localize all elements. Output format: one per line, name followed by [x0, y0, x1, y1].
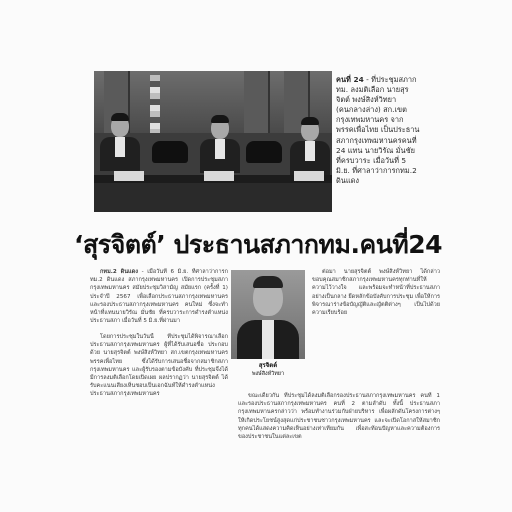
portrait-caption	[236, 362, 300, 378]
article-paragraph: โดยการประชุมในวันนี้ ที่ประชุมได้พิจารณาเลือกประธานสภากรุงเทพมหานคร ผู้ที่ได้รับเสนอชื่อ ประกอบด้วย นายสุรจิตต์ พงษ์สิงห์วิทยา สก.เขตกรุงเทพมหานคร พรรคเพื่อไทย ซึ่งได้รับการเสนอชื่อจากสมาชิกสภากรุงเทพมหานคร และผู้รับรองตามข้อบังคับ ที่ประชุมจึงได้มีการลงมติเลือกโดยเปิดเผย ผลปรากฏว่า นายสุรจิตต์ ได้รับคะแนนเสียงเห็นชอบเป็นเอกฉันท์ให้ดำรงตำแหน่งประธานสภากรุงเทพมหานคร	[90, 334, 228, 398]
photo-foreground	[94, 183, 332, 212]
thai-flag	[150, 75, 160, 133]
article-column-left	[90, 333, 228, 399]
photo-caption-lead: คนที่ 24	[336, 75, 364, 84]
article-column-right	[312, 268, 440, 317]
chair	[246, 141, 282, 163]
chair	[152, 141, 188, 163]
article-column-left-top	[90, 268, 228, 325]
photo-caption-text: - ที่ประชุมสภากทม. ลงมติเลือก นายสุรจิตต์ พงษ์สิงห์วิทยา (คนกลางล่าง) สก.เขตกรุงเทพมหานคร จากพรรคเพื่อไทย เป็นประธานสภากรุงเทพมหานครคนที่ 24 แทน นายวิรัณ มั่นชัย ที่ครบวาระ เมื่อวันที่ 5 มิ.ย. ที่ศาลาว่าการกทม.2 ดินแดง	[336, 75, 420, 185]
nameplate	[294, 171, 324, 181]
article-paragraph: - เมื่อวันที่ 6 มิ.ย. ที่ศาลาว่าการกทม.2 ดินแดง สภากรุงเทพมหานคร เปิดการประชุมสภากรุงเทพมหานคร สมัยประชุมวิสามัญ สมัยแรก (ครั้งที่ 1) ประจำปี 2567 เพื่อเลือกประธานสภากรุงเทพมหานคร และรองประธานสภากรุงเทพมหานคร คนใหม่ ซึ่งจะทำหน้าที่แทนนายวิรัณ มั่นชัย ที่ครบวาระการดำรงตำแหน่งประธานสภา เมื่อวันที่ 5 มิ.ย.ที่ผ่านมา	[90, 269, 228, 325]
portrait-photo	[231, 270, 305, 359]
dateline: กทม.2 ดินแดง	[100, 269, 138, 275]
nameplate	[114, 171, 144, 181]
article-paragraph: ขณะเดียวกัน ที่ประชุมได้ลงมติเลือกรองประธานสภากรุงเทพมหานคร คนที่ 1 และรองประธานสภากรุงเทพมหานคร คนที่ 2 ตามลำดับ ทั้งนี้ ประธานสภากรุงเทพมหานครกล่าวว่า พร้อมทำงานร่วมกับฝ่ายบริหาร เพื่อผลักดันโครงการต่างๆ ให้เกิดประโยชน์สูงสุดแก่ประชาชนชาวกรุงเทพมหานคร และจะเปิดโอกาสให้สมาชิกทุกคนได้แสดงความคิดเห็นอย่างเท่าเทียมกัน เพื่อสะท้อนปัญหาและความต้องการของประชาชนในแต่ละเขต	[238, 393, 440, 441]
headline: ‘สุรจิตต์’ ประธานสภากทม.คนที่24	[74, 230, 443, 259]
article-paragraph: ต่อมา นายสุรจิตต์ พงษ์สิงห์วิทยา ได้กล่าวขอบคุณสมาชิกสภากรุงเทพมหานครทุกท่านที่ให้ความไว้วางใจ และพร้อมจะทำหน้าที่ประธานสภาอย่างเป็นกลาง ยึดหลักข้อบังคับการประชุม เพื่อให้การพิจารณาร่างข้อบัญญัติและญัตติต่างๆ เป็นไปด้วยความเรียบร้อย	[312, 269, 440, 317]
nameplate	[204, 171, 234, 181]
council-meeting-photo	[94, 71, 332, 212]
photo-wall-panel	[244, 71, 270, 133]
portrait-name: สุรจิตต์	[258, 362, 278, 369]
photo-caption	[336, 75, 420, 186]
article-column-lower	[238, 392, 440, 441]
portrait-surname: พงษ์สิงห์วิทยา	[252, 371, 284, 377]
